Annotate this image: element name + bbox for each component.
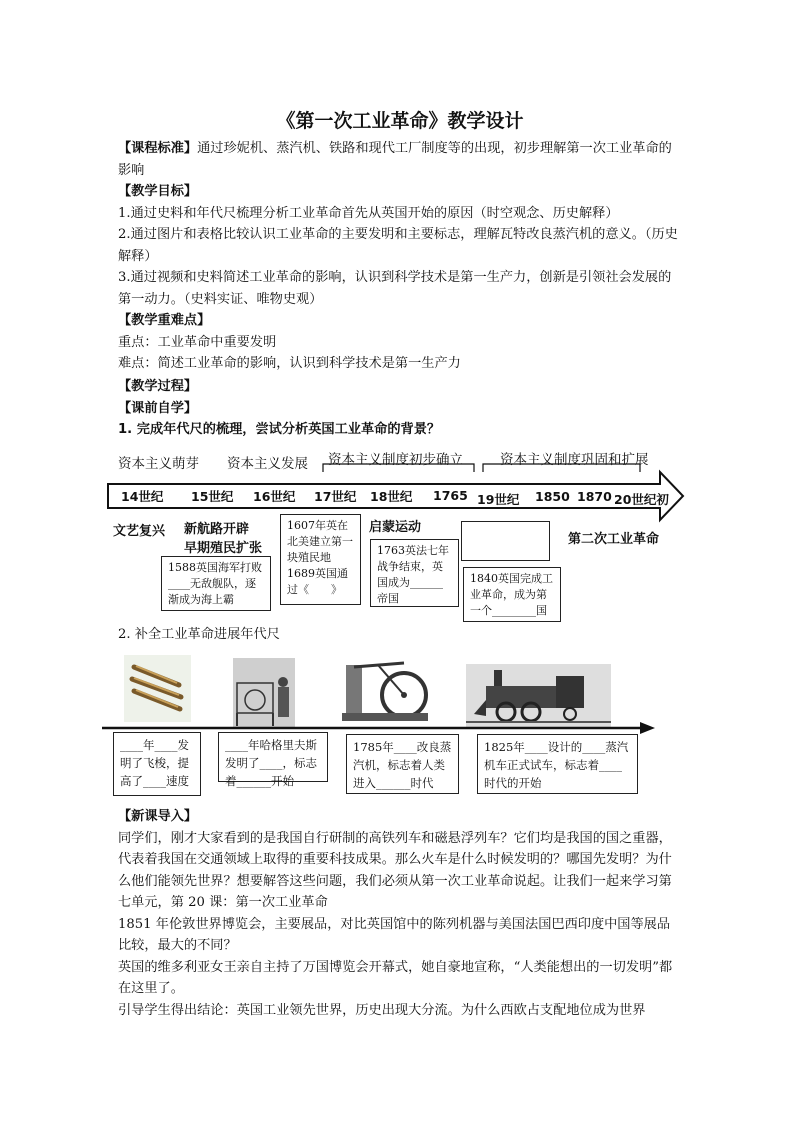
tick-1870: 1870 — [577, 489, 612, 504]
tick-1765: 1765 — [433, 488, 468, 503]
intro-paragraph-3: 英国的维多利亚女王亲自主持了万国博览会开幕式，她自豪地宣称，“人类能想出的一切发明”都在这里了。 — [118, 959, 673, 996]
standard-heading: 【课程标准】 — [118, 141, 198, 156]
box-1763: 1763英法七年战争结束，英国成为______帝国 — [370, 539, 459, 607]
tick-16c: 16世纪 — [253, 489, 296, 504]
timeline-arrow-1 — [100, 440, 690, 525]
label-second-ir: 第二次工业革命 — [568, 532, 660, 547]
tick-19c: 19世纪 — [477, 492, 520, 507]
question-2: 2. 补全工业革命进展年代尺 — [118, 627, 280, 642]
tick-20c: 20世纪初 — [614, 492, 669, 507]
label-colonial: 早期殖民扩张 — [184, 541, 263, 556]
goals-heading: 【教学目标】 — [118, 184, 198, 199]
tick-18c: 18世纪 — [370, 489, 413, 504]
tick-14c: 14世纪 — [121, 489, 164, 504]
preview-heading: 【课前自学】 — [118, 400, 198, 416]
locomotive-image — [466, 664, 611, 727]
label-enlightenment: 启蒙运动 — [369, 520, 422, 535]
goal-1: 1.通过史料和年代尺梳理分析工业革命首先从英国开始的原因（时空观念、历史解释） — [118, 205, 619, 221]
box-1607: 1607年英在北美建立第一块殖民地1689英国通过《 》 — [280, 514, 361, 605]
key-point: 重点：工业革命中重要发明 — [118, 334, 277, 350]
label-develop: 资本主义发展 — [227, 456, 308, 472]
empty-box[interactable] — [461, 521, 550, 561]
label-establish: 资本主义制度初步确立 — [328, 452, 463, 468]
process-block — [118, 376, 683, 441]
goal-2: 2.通过图片和表格比较认识工业革命的主要发明和主要标志，理解瓦特改良蒸汽机的意义。（历史解释） — [118, 227, 678, 264]
intro-paragraph-4: 引导学生得出结论：英国工业领先世界，历史出现大分流。为什么西欧占支配地位成为世界 — [118, 1002, 646, 1018]
goals-block — [118, 181, 683, 375]
difficult-point: 难点：简述工业革命的影响，认识到科学技术是第一生产力 — [118, 356, 461, 371]
intro-block — [118, 806, 683, 1021]
box-locomotive: 1825年____设计的____蒸汽机车正式试车，标志着____时代的开始 — [477, 734, 638, 794]
intro-heading: 【新课导入】 — [118, 809, 198, 824]
box-flying-shuttle: ____年____发明了飞梭，提高了____速度 — [113, 732, 201, 796]
flying-shuttle-image — [124, 655, 191, 722]
label-new-route: 新航路开辟 — [184, 522, 250, 537]
box-spinning-jenny: ____年哈格里夫斯发明了____，标志着______开始 — [218, 732, 328, 782]
page-title: 《第一次工业革命》教学设计 — [276, 110, 524, 132]
box-1840: 1840英国完成工业革命，成为第一个________国 — [463, 567, 561, 622]
key-heading: 【教学重难点】 — [118, 313, 211, 328]
label-sprout: 资本主义萌芽 — [118, 456, 199, 472]
box-steam-engine: 1785年____改良蒸汽机，标志着人类进入______时代 — [346, 734, 459, 794]
intro-paragraph-2: 1851 年伦敦世界博览会，主要展品，对比英国馆中的陈列机器与美国法国巴西印度中国等展品比较，最大的不同？ — [118, 916, 671, 953]
process-heading: 【教学过程】 — [118, 379, 198, 394]
tick-15c: 15世纪 — [191, 489, 234, 504]
label-renaissance: 文艺复兴 — [113, 524, 166, 539]
spinning-jenny-image — [233, 658, 295, 728]
question-1: 1. 完成年代尺的梳理，尝试分析英国工业革命的背景？ — [118, 422, 441, 437]
label-consolidate: 资本主义制度巩固和扩展 — [500, 452, 649, 468]
steam-engine-image — [338, 655, 431, 725]
standard-text: 通过珍妮机、蒸汽机、铁路和现代工厂制度等的出现，初步理解第一次工业革命的影响 — [118, 141, 672, 178]
intro-paragraph-1: 同学们，刚才大家看到的是我国自行研制的高铁列车和磁悬浮列车？它们均是我国的国之重器，代表着我国在交通领域上取得的重要科技成果。那么火车是什么时候发明的？哪国先发明？为什么他们能领先世界？想要解答这些问题，我们必须从第一次工业革命说起。让我们一起来学习第七单元，第 20 课：第一次工业革命 — [118, 830, 672, 910]
goal-3: 3.通过视频和史料简述工业革命的影响，认识到科学技术是第一生产力，创新是引领社会发展的第一动力。（史料实证、唯物史观） — [118, 270, 672, 307]
box-1588: 1588英国海军打败____无敌舰队，逐渐成为海上霸 — [161, 556, 271, 611]
tick-17c: 17世纪 — [314, 489, 357, 504]
course-standard — [118, 138, 683, 181]
tick-1850: 1850 — [535, 489, 570, 504]
